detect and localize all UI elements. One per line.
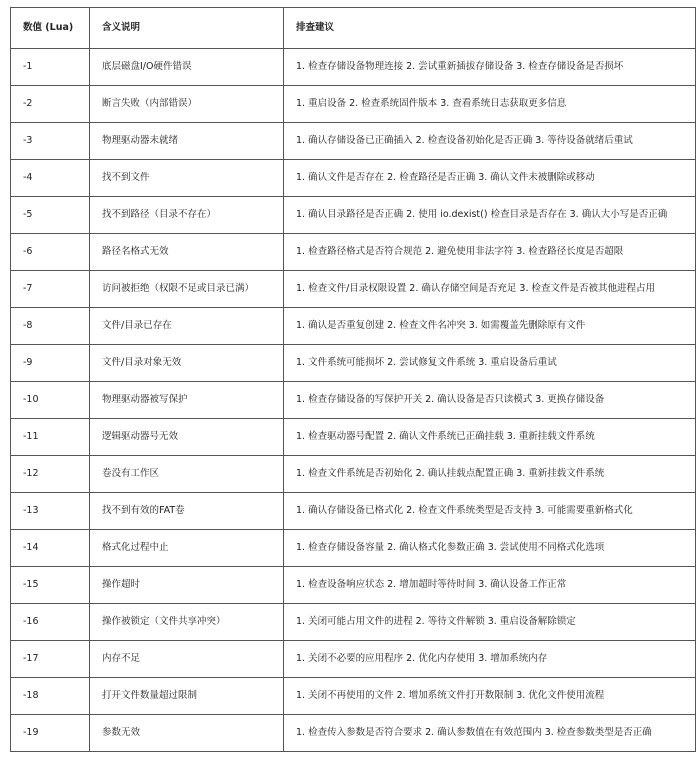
cell-meaning: 卷没有工作区 bbox=[90, 456, 284, 493]
cell-meaning: 文件/目录已存在 bbox=[90, 308, 284, 345]
cell-meaning: 物理驱动器未就绪 bbox=[90, 123, 284, 160]
cell-suggestion: 1. 关闭不必要的应用程序 2. 优化内存使用 3. 增加系统内存 bbox=[284, 641, 696, 678]
table-row bbox=[11, 160, 696, 197]
cell-code: -13 bbox=[11, 493, 90, 530]
table-row bbox=[11, 678, 696, 715]
table-row bbox=[11, 604, 696, 641]
cell-code: -12 bbox=[11, 456, 90, 493]
cell-suggestion: 1. 确认存储设备已正确插入 2. 检查设备初始化是否正确 3. 等待设备就绪后重试 bbox=[284, 123, 696, 160]
cell-suggestion: 1. 检查存储设备容量 2. 确认格式化参数正确 3. 尝试使用不同格式化选项 bbox=[284, 530, 696, 567]
cell-meaning: 找不到有效的FAT卷 bbox=[90, 493, 284, 530]
cell-meaning: 找不到文件 bbox=[90, 160, 284, 197]
cell-code: -19 bbox=[11, 715, 90, 752]
cell-code: -14 bbox=[11, 530, 90, 567]
cell-suggestion: 1. 检查设备响应状态 2. 增加超时等待时间 3. 确认设备工作正常 bbox=[284, 567, 696, 604]
table-row bbox=[11, 271, 696, 308]
cell-code: -1 bbox=[11, 49, 90, 86]
table-body bbox=[11, 49, 696, 752]
cell-code: -15 bbox=[11, 567, 90, 604]
cell-suggestion: 1. 检查文件系统是否初始化 2. 确认挂载点配置正确 3. 重新挂载文件系统 bbox=[284, 456, 696, 493]
cell-code: -5 bbox=[11, 197, 90, 234]
cell-code: -16 bbox=[11, 604, 90, 641]
table-row bbox=[11, 456, 696, 493]
table-row bbox=[11, 493, 696, 530]
cell-suggestion: 1. 确认存储设备已格式化 2. 检查文件系统类型是否支持 3. 可能需要重新格式化 bbox=[284, 493, 696, 530]
cell-meaning: 操作被锁定（文件共享冲突） bbox=[90, 604, 284, 641]
header-suggestion: 排查建议 bbox=[284, 8, 696, 49]
cell-suggestion: 1. 关闭不再使用的文件 2. 增加系统文件打开数限制 3. 优化文件使用流程 bbox=[284, 678, 696, 715]
cell-suggestion: 1. 检查路径格式是否符合规范 2. 避免使用非法字符 3. 检查路径长度是否超限 bbox=[284, 234, 696, 271]
table-row bbox=[11, 86, 696, 123]
cell-meaning: 路径名格式无效 bbox=[90, 234, 284, 271]
cell-code: -11 bbox=[11, 419, 90, 456]
cell-meaning: 参数无效 bbox=[90, 715, 284, 752]
cell-meaning: 格式化过程中止 bbox=[90, 530, 284, 567]
cell-suggestion: 1. 确认是否重复创建 2. 检查文件名冲突 3. 如需覆盖先删除原有文件 bbox=[284, 308, 696, 345]
cell-meaning: 断言失败（内部错误） bbox=[90, 86, 284, 123]
cell-code: -7 bbox=[11, 271, 90, 308]
cell-suggestion: 1. 关闭可能占用文件的进程 2. 等待文件解锁 3. 重启设备解除锁定 bbox=[284, 604, 696, 641]
cell-code: -3 bbox=[11, 123, 90, 160]
table-row bbox=[11, 123, 696, 160]
cell-meaning: 逻辑驱动器号无效 bbox=[90, 419, 284, 456]
cell-suggestion: 1. 检查存储设备物理连接 2. 尝试重新插拔存储设备 3. 检查存储设备是否损坏 bbox=[284, 49, 696, 86]
cell-code: -17 bbox=[11, 641, 90, 678]
table-row bbox=[11, 641, 696, 678]
cell-meaning: 内存不足 bbox=[90, 641, 284, 678]
cell-meaning: 打开文件数量超过限制 bbox=[90, 678, 284, 715]
cell-code: -2 bbox=[11, 86, 90, 123]
table-row bbox=[11, 419, 696, 456]
cell-suggestion: 1. 重启设备 2. 检查系统固件版本 3. 查看系统日志获取更多信息 bbox=[284, 86, 696, 123]
cell-code: -8 bbox=[11, 308, 90, 345]
cell-suggestion: 1. 文件系统可能损坏 2. 尝试修复文件系统 3. 重启设备后重试 bbox=[284, 345, 696, 382]
table-row bbox=[11, 530, 696, 567]
cell-meaning: 物理驱动器被写保护 bbox=[90, 382, 284, 419]
cell-suggestion: 1. 确认文件是否存在 2. 检查路径是否正确 3. 确认文件未被删除或移动 bbox=[284, 160, 696, 197]
header-code: 数值 (Lua) bbox=[11, 8, 90, 49]
error-code-table bbox=[10, 7, 696, 752]
cell-meaning: 文件/目录对象无效 bbox=[90, 345, 284, 382]
cell-meaning: 操作超时 bbox=[90, 567, 284, 604]
table-row bbox=[11, 567, 696, 604]
table-row bbox=[11, 308, 696, 345]
header-meaning: 含义说明 bbox=[90, 8, 284, 49]
cell-suggestion: 1. 确认目录路径是否正确 2. 使用 io.dexist() 检查目录是否存在 3. 确认大小写是否正确 bbox=[284, 197, 696, 234]
cell-suggestion: 1. 检查驱动器号配置 2. 确认文件系统已正确挂载 3. 重新挂载文件系统 bbox=[284, 419, 696, 456]
table-header-row bbox=[11, 8, 696, 49]
table-row bbox=[11, 197, 696, 234]
cell-code: -6 bbox=[11, 234, 90, 271]
cell-meaning: 底层磁盘I/O硬件错误 bbox=[90, 49, 284, 86]
cell-meaning: 访问被拒绝（权限不足或目录已满） bbox=[90, 271, 284, 308]
table-row bbox=[11, 715, 696, 752]
cell-meaning: 找不到路径（目录不存在） bbox=[90, 197, 284, 234]
table-row bbox=[11, 49, 696, 86]
cell-suggestion: 1. 检查传入参数是否符合要求 2. 确认参数值在有效范围内 3. 检查参数类型是否正确 bbox=[284, 715, 696, 752]
cell-code: -9 bbox=[11, 345, 90, 382]
table-row bbox=[11, 382, 696, 419]
table-row bbox=[11, 345, 696, 382]
cell-code: -18 bbox=[11, 678, 90, 715]
table-row bbox=[11, 234, 696, 271]
cell-code: -10 bbox=[11, 382, 90, 419]
cell-suggestion: 1. 检查存储设备的写保护开关 2. 确认设备是否只读模式 3. 更换存储设备 bbox=[284, 382, 696, 419]
cell-code: -4 bbox=[11, 160, 90, 197]
cell-suggestion: 1. 检查文件/目录权限设置 2. 确认存储空间是否充足 3. 检查文件是否被其他进程占用 bbox=[284, 271, 696, 308]
